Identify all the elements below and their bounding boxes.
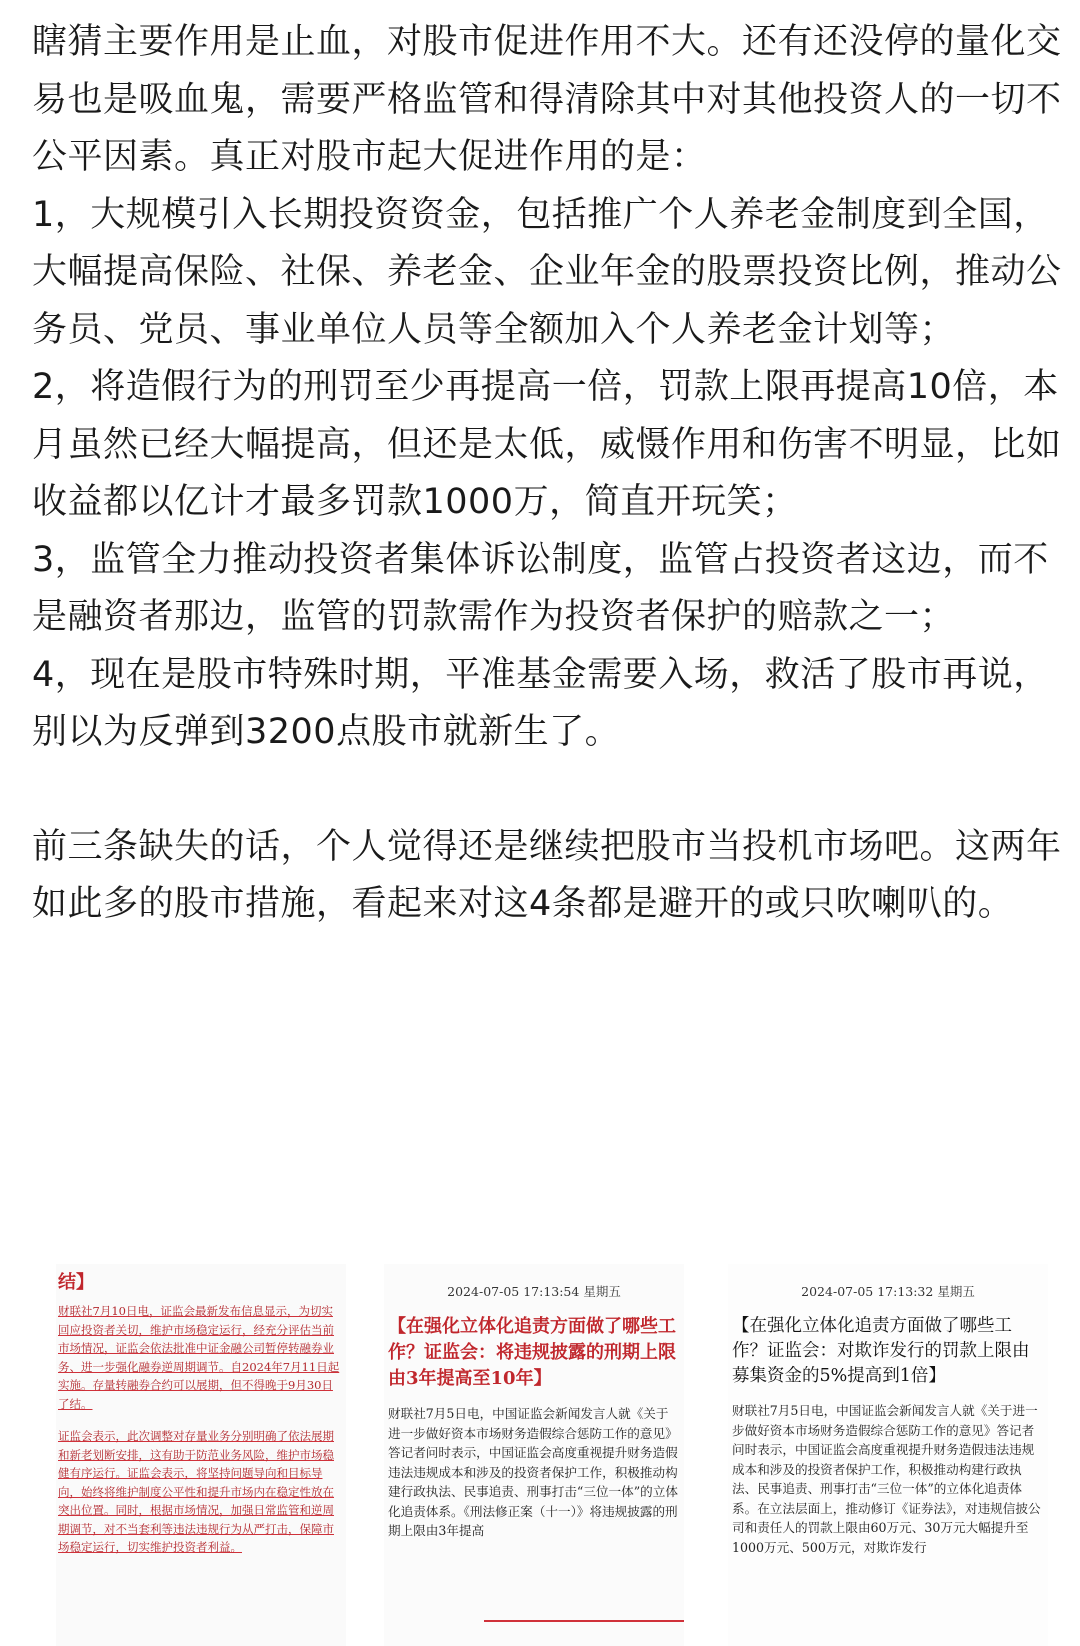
news-2-body: 财联社7月5日电，中国证监会新闻发言人就《关于进一步做好资本市场财务造假综合惩防工作的意见》答记者问时表示，中国证监会高度重视提升财务造假违法违规成本和涉及的投资者保护工作，积极推动构建行政执法、民事追责、刑事打击“三位一体”的立体化追责体系。《刑法修正案（十一）》将违规披露的刑期上限由3年提高 xyxy=(388,1406,678,1538)
post-intro: 瞎猜主要作用是止血，对股市促进作用不大。还有还没停的量化交易也是吸血鬼，需要严格监管和得清除其中对其他投资人的一切不公平因素。真正对股市起大促进作用的是： xyxy=(32,22,1062,177)
news-1-paragraph-2: 证监会表示，此次调整对存量业务分别明确了依法展期和新老划断安排，这有助于防范业务风险，维护市场稳健有序运行。证监会表示，将坚持问题导向和目标导向，始终将维护制度公平性和提升市场内在稳定性放在突出位置。同时，根据市场情况，加强日常监管和逆周期调节，对不当套利等违法违规行为从严打击，保障市场稳定运行，切实维护投资者利益。 xyxy=(58,1429,334,1554)
image-thumbnails xyxy=(0,1264,1080,1646)
post-item-3: 3，监管全力推动投资者集体诉讼制度，监管占投资者这边，而不是融资者那边，监管的罚款需作为投资者保护的赔款之一； xyxy=(32,539,1049,637)
news-2-timestamp: 2024-07-05 17:13:54 星期五 xyxy=(447,1284,621,1299)
post-item-4: 4，现在是股市特殊时期，平准基金需要入场，救活了股市再说，别以为反弹到3200点股市就新生了。 xyxy=(32,654,1049,752)
paragraph-gap xyxy=(32,762,1062,819)
news-3-headline: 【在强化立体化追责方面做了哪些工作？证监会：对欺诈发行的罚款上限由募集资金的5%提高到1倍】 xyxy=(732,1316,1030,1386)
news-1-paragraph-1: 财联社7月10日电，证监会最新发布信息显示，为切实回应投资者关切，维护市场稳定运行，经充分评估当前市场情况，证监会依法批准中证金融公司暂停转融券业务、进一步强化融券逆周期调节。自2024年7月11日起实施。存量转融券合约可以展期，但不得晚于9月30日了结。 xyxy=(58,1304,340,1411)
news-1-heading: 结】 xyxy=(58,1272,94,1293)
news-screenshot-2[interactable] xyxy=(384,1264,684,1646)
post-conclusion: 前三条缺失的话，个人觉得还是继续把股市当投机市场吧。这两年如此多的股市措施，看起来对这4条都是避开的或只吹喇叭的。 xyxy=(32,826,1062,924)
post-item-2: 2，将造假行为的刑罚至少再提高一倍，罚款上限再提高10倍，本月虽然已经大幅提高，但还是太低，威慑作用和伤害不明显，比如收益都以亿计才最多罚款1000万，简直开玩笑； xyxy=(32,367,1062,522)
news-2-red-underline xyxy=(484,1620,684,1622)
news-screenshot-1[interactable] xyxy=(56,1264,346,1646)
news-3-timestamp: 2024-07-05 17:13:32 星期五 xyxy=(801,1284,975,1299)
news-3-body: 财联社7月5日电，中国证监会新闻发言人就《关于进一步做好资本市场财务造假综合惩防工作的意见》答记者问时表示，中国证监会高度重视提升财务造假违法违规成本和涉及的投资者保护工作，积极推动构建行政执法、民事追责、刑事打击“三位一体”的立体化追责体系。在立法层面上，推动修订《证券法》，对违规信披公司和责任人的罚款上限由60万元、30万元大幅提升至1000万元、500万元，对欺诈发行 xyxy=(732,1403,1041,1555)
news-2-headline: 【在强化立体化追责方面做了哪些工作？证监会：将违规披露的刑期上限由3年提高至10年】 xyxy=(388,1316,676,1389)
post-body xyxy=(32,14,1062,934)
post-item-1: 1，大规模引入长期投资资金，包括推广个人养老金制度到全国，大幅提高保险、社保、养老金、企业年金的股票投资比例，推动公务员、党员、事业单位人员等全额加入个人养老金计划等； xyxy=(32,194,1062,350)
news-screenshot-3[interactable] xyxy=(728,1264,1048,1646)
